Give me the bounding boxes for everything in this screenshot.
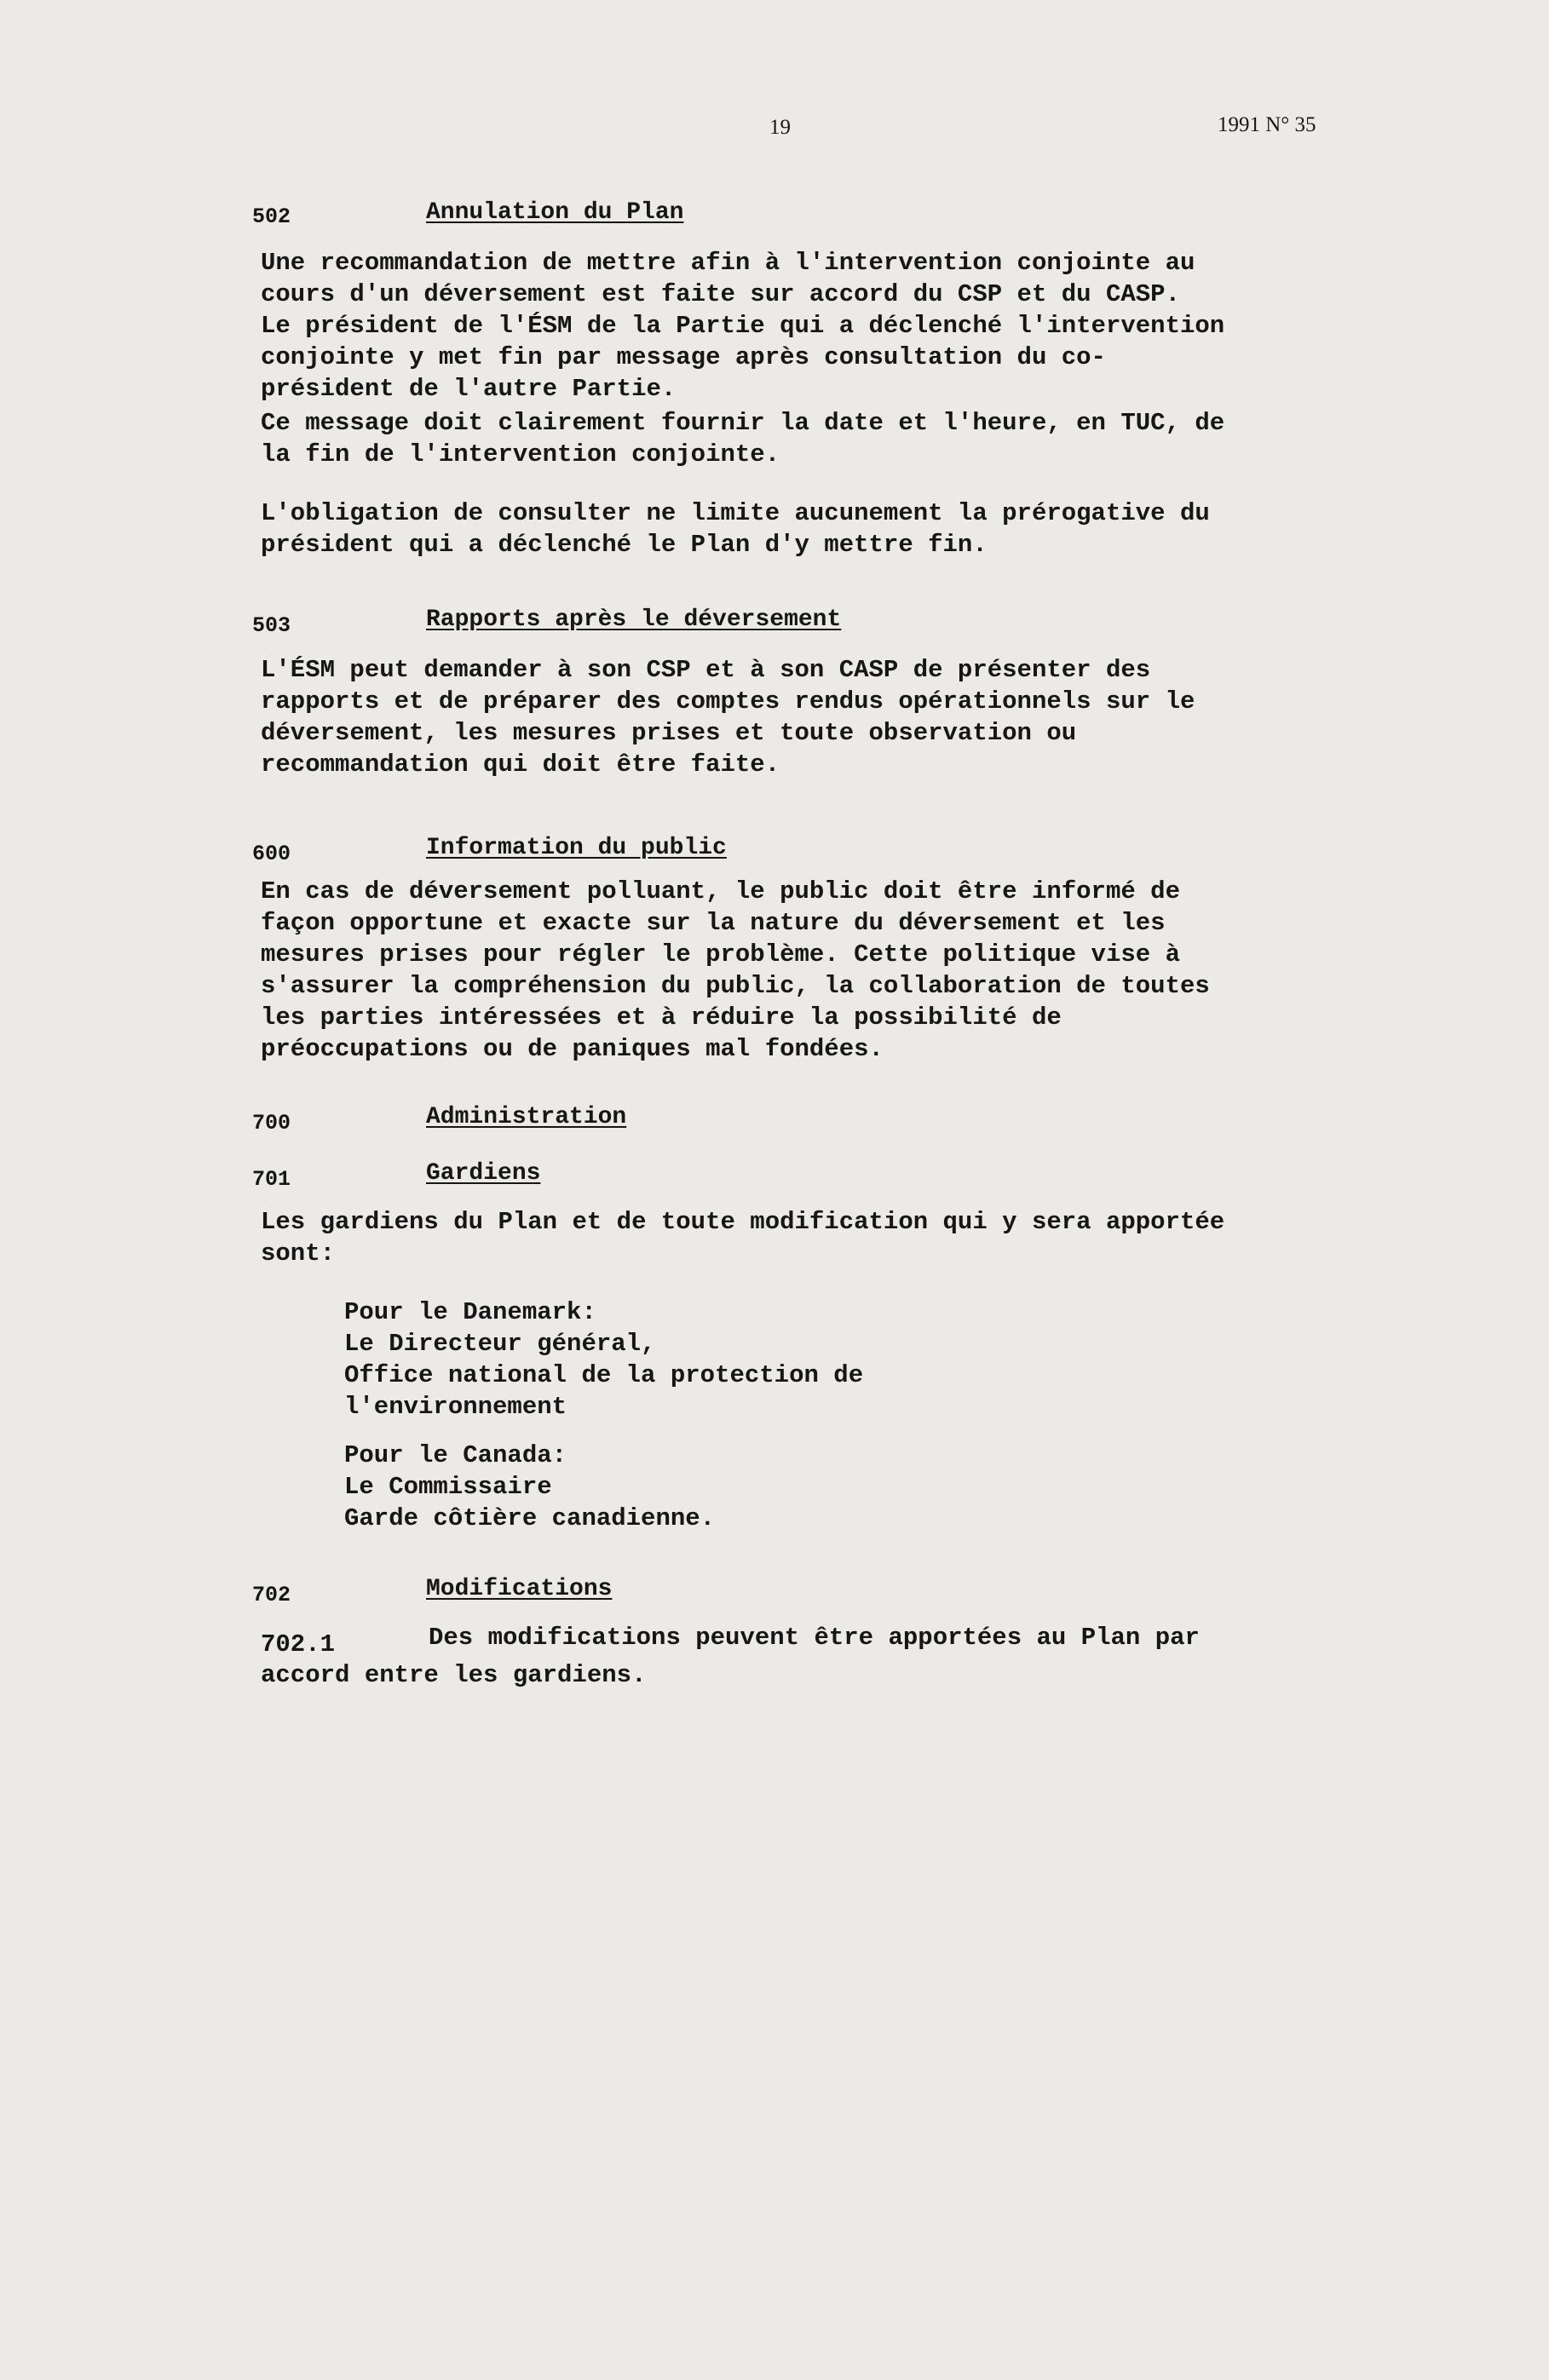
section-700-title: Administration — [426, 1104, 627, 1130]
section-502-number: 502 — [252, 204, 291, 229]
subsection-702-1-number: 702.1 — [261, 1630, 336, 1659]
section-502-paragraph-3: L'obligation de consulter ne limite aucunement la prérogative du président qui a déclenché le Plan d'y mettre fin. — [261, 499, 1210, 559]
section-502-paragraph-2: Ce message doit clairement fournir la date et l'heure, en TUC, de la fin de l'intervention conjointe. — [261, 409, 1225, 469]
custodian-canada: Pour le Canada: Le Commissaire Garde côtière canadienne. — [344, 1441, 716, 1532]
section-701-paragraph-1: Les gardiens du Plan et de toute modification qui y sera apportée sont: — [261, 1208, 1225, 1268]
section-503-title: Rapports après le déversement — [426, 606, 842, 633]
section-503-paragraph-1: L'ÉSM peut demander à son CSP et à son CASP de présenter des rapports et de préparer des comptes rendus opérationnels sur le déversement, les mesures prises et toute observation ou recommandation qui doit être faite. — [261, 656, 1195, 779]
section-702-title: Modifications — [426, 1576, 613, 1602]
section-502-title: Annulation du Plan — [426, 199, 684, 226]
section-502-paragraph-1: Une recommandation de mettre afin à l'intervention conjointe au cours d'un déversement est faite sur accord du CSP et du CASP. Le président de l'ÉSM de la Partie qui a déclenché l'intervention conjointe y met fin par message après consultation du co- président de l'autre Partie. — [261, 249, 1225, 403]
subsection-702-1-text-continuation: accord entre les gardiens. — [261, 1661, 647, 1689]
custodian-denmark: Pour le Danemark: Le Directeur général, Office national de la protection de l'environnement — [344, 1298, 864, 1421]
section-700-number: 700 — [252, 1111, 291, 1135]
section-600-number: 600 — [252, 842, 291, 866]
document-reference: 1991 N° 35 — [1218, 113, 1316, 136]
section-503-number: 503 — [252, 613, 291, 638]
page-number: 19 — [769, 116, 791, 139]
section-600-paragraph-1: En cas de déversement polluant, le public doit être informé de façon opportune et exacte sur la nature du déversement et les mesures prises pour régler le problème. Cette politique vise à s'assurer la compréhension du public, la collaboration de toutes les parties intéressées et à réduire la possibilité de préoccupations ou de paniques mal fondées. — [261, 877, 1210, 1063]
section-701-number: 701 — [252, 1167, 291, 1192]
section-600-title: Information du public — [426, 835, 727, 861]
subsection-702-1-text-first-line: Des modifications peuvent être apportées au Plan par — [429, 1624, 1200, 1652]
section-701-title: Gardiens — [426, 1160, 541, 1187]
section-702-number: 702 — [252, 1583, 291, 1607]
